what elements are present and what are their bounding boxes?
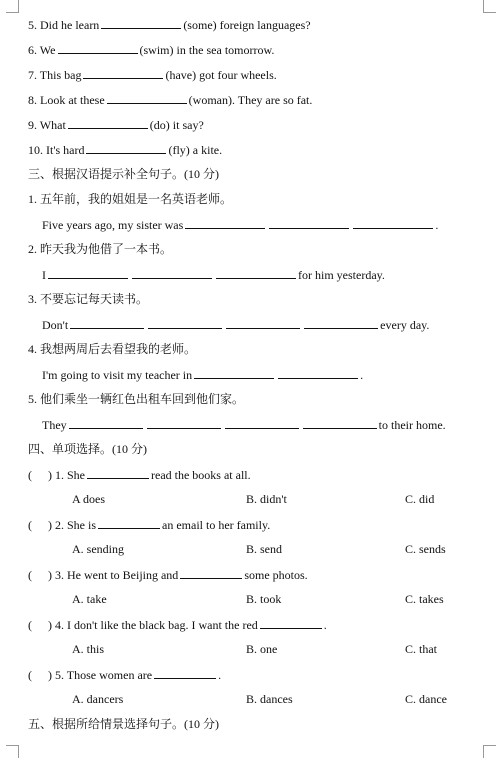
section-5-title: 五、根据所给情景选择句子。(10 分)	[28, 717, 219, 731]
mc-1-option-b[interactable]: B. didn't	[246, 492, 287, 506]
mc-3-option-b[interactable]: B. took	[246, 592, 282, 606]
mc-4-option-a[interactable]: A. this	[72, 642, 105, 656]
fill-in-question-8: 8. Look at these (woman). They are so fat.	[28, 93, 313, 107]
mc-question-4: ( ) 4. I don't like the black bag. I want the red .	[28, 618, 327, 632]
answer-blank[interactable]	[86, 141, 166, 154]
answer-blank[interactable]	[101, 16, 181, 29]
answer-blank[interactable]	[185, 216, 265, 229]
translation-prompt-3: 3. 不要忘记每天读书。	[28, 292, 149, 306]
mc-5-option-a[interactable]: A. dancers	[72, 692, 124, 706]
answer-blank[interactable]	[353, 216, 433, 229]
mc-2-option-a[interactable]: A. sending	[72, 542, 124, 556]
crop-mark-top-right	[483, 0, 496, 13]
answer-blank[interactable]	[260, 616, 322, 629]
answer-blank[interactable]	[132, 266, 212, 279]
fill-in-question-9: 9. What (do) it say?	[28, 118, 204, 132]
fill-in-question-5: 5. Did he learn (some) foreign languages?	[28, 18, 311, 32]
translation-prompt-1: 1. 五年前，我的姐姐是一名英语老师。	[28, 192, 233, 206]
answer-blank[interactable]	[70, 316, 144, 329]
fill-in-question-6: 6. We (swim) in the sea tomorrow.	[28, 43, 275, 57]
translation-sentence-2: I for him yesterday.	[42, 268, 385, 282]
answer-blank[interactable]	[304, 316, 378, 329]
crop-mark-bottom-right	[483, 745, 496, 758]
translation-sentence-1: Five years ago, my sister was .	[42, 218, 439, 232]
mc-question-2: ( ) 2. She is an email to her family.	[28, 518, 271, 532]
answer-blank[interactable]	[154, 666, 216, 679]
translation-prompt-5: 5. 他们乘坐一辆红色出租车回到他们家。	[28, 392, 245, 406]
answer-blank[interactable]	[98, 516, 160, 529]
mc-5-option-b[interactable]: B. dances	[246, 692, 293, 706]
translation-sentence-3: Don't every day.	[42, 318, 430, 332]
crop-mark-top-left	[6, 0, 19, 13]
answer-blank[interactable]	[194, 366, 274, 379]
answer-blank[interactable]	[180, 566, 242, 579]
mc-3-option-a[interactable]: A. take	[72, 592, 107, 606]
fill-in-question-10: 10. It's hard (fly) a kite.	[28, 143, 223, 157]
answer-blank[interactable]	[83, 66, 163, 79]
answer-blank[interactable]	[148, 316, 222, 329]
section-3-title: 三、根据汉语提示补全句子。(10 分)	[28, 167, 219, 181]
answer-blank[interactable]	[216, 266, 296, 279]
fill-in-question-7: 7. This bag (have) got four wheels.	[28, 68, 277, 82]
mc-4-option-c[interactable]: C. that	[405, 642, 437, 656]
answer-blank[interactable]	[48, 266, 128, 279]
translation-sentence-5: They to their home.	[42, 418, 446, 432]
mc-1-option-c[interactable]: C. did	[405, 492, 435, 506]
answer-blank[interactable]	[69, 416, 143, 429]
answer-blank[interactable]	[58, 41, 138, 54]
translation-prompt-2: 2. 昨天我为他借了一本书。	[28, 242, 173, 256]
answer-blank[interactable]	[278, 366, 358, 379]
answer-blank[interactable]	[226, 316, 300, 329]
section-4-title: 四、单项选择。(10 分)	[28, 442, 147, 456]
mc-4-option-b[interactable]: B. one	[246, 642, 278, 656]
answer-blank[interactable]	[147, 416, 221, 429]
mc-2-option-c[interactable]: C. sends	[405, 542, 446, 556]
mc-3-option-c[interactable]: C. takes	[405, 592, 444, 606]
mc-5-option-c[interactable]: C. dance	[405, 692, 447, 706]
mc-1-option-a[interactable]: A does	[72, 492, 105, 506]
answer-blank[interactable]	[68, 116, 148, 129]
answer-blank[interactable]	[107, 91, 187, 104]
answer-blank[interactable]	[269, 216, 349, 229]
answer-blank[interactable]	[303, 416, 377, 429]
translation-prompt-4: 4. 我想两周后去看望我的老师。	[28, 342, 197, 356]
mc-2-option-b[interactable]: B. send	[246, 542, 282, 556]
mc-question-5: ( ) 5. Those women are .	[28, 668, 222, 682]
crop-mark-bottom-left	[6, 745, 19, 758]
mc-question-3: ( ) 3. He went to Beijing and some photos.	[28, 568, 308, 582]
translation-sentence-4: I'm going to visit my teacher in .	[42, 368, 364, 382]
mc-question-1: ( ) 1. She read the books at all.	[28, 468, 251, 482]
answer-blank[interactable]	[87, 466, 149, 479]
answer-blank[interactable]	[225, 416, 299, 429]
